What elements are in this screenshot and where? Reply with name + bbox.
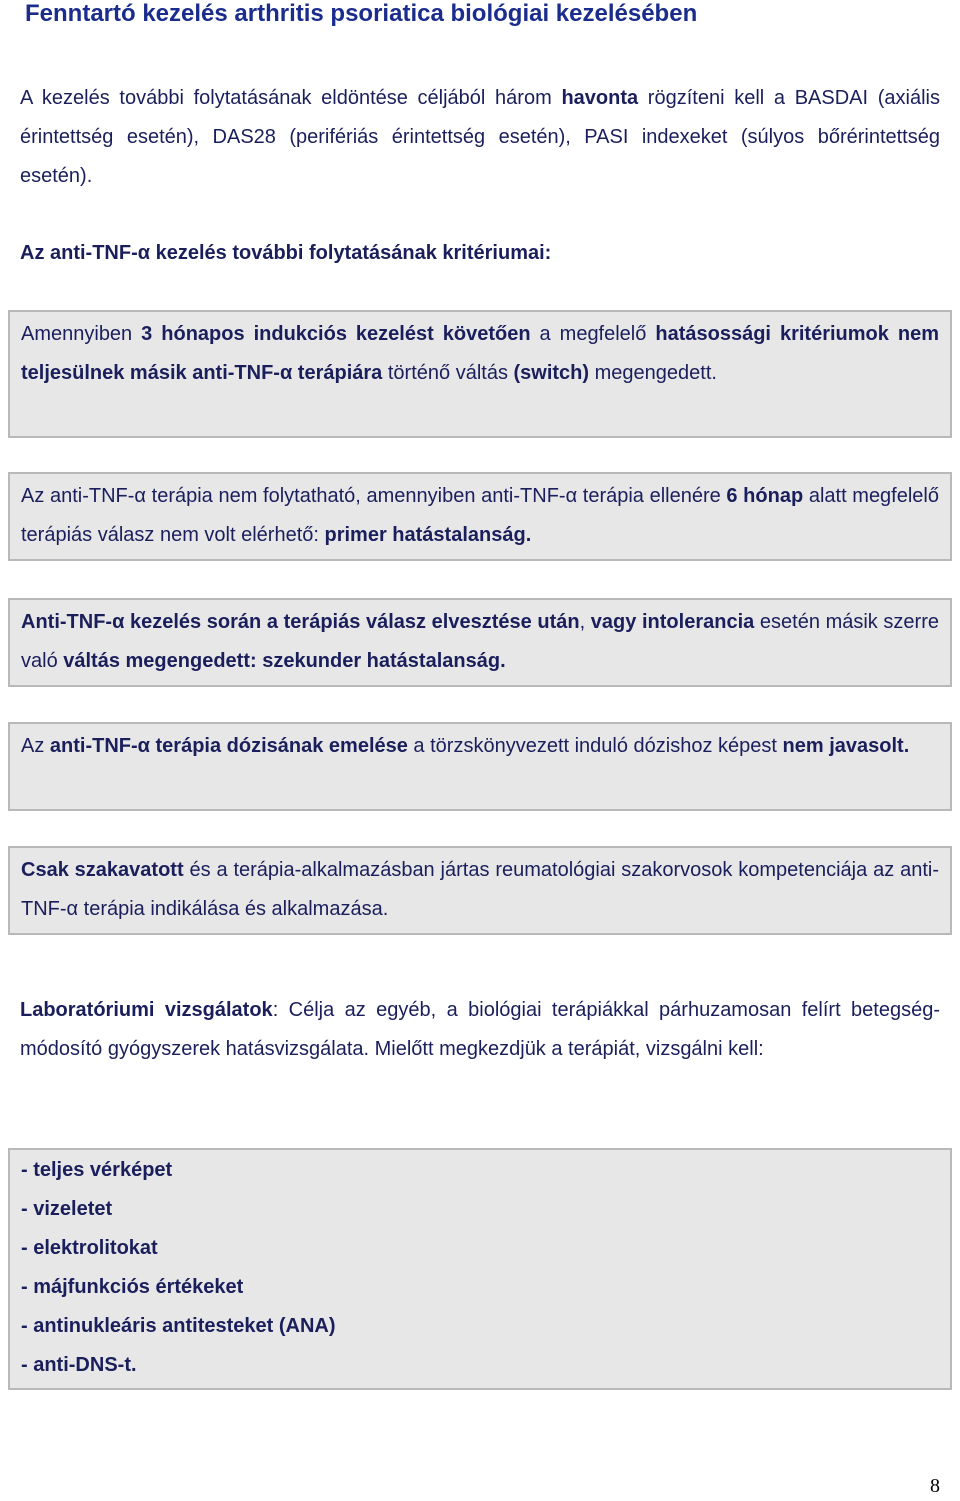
switch-criteria-box xyxy=(8,310,952,438)
lab-test-item: - teljes vérképet xyxy=(21,1159,173,1181)
lab-test-item: - vizeletet xyxy=(21,1198,113,1220)
lab-test-item: - anti-DNS-t. xyxy=(21,1354,137,1376)
secondary-failure-text: Anti-TNF-α kezelés során a terápiás válasz elvesztése után, vagy intolerancia esetén másik szerre való váltás megengedett: szekunder hatástalanság. xyxy=(21,611,939,672)
page-title: Fenntartó kezelés arthritis psoriatica biológiai kezelésében xyxy=(25,0,698,27)
dose-increase-box xyxy=(8,722,952,811)
lab-tests-list xyxy=(21,1151,939,1385)
lab-test-item: - májfunkciós értékeket xyxy=(21,1276,244,1298)
lab-test-item: - antinukleáris antitesteket (ANA) xyxy=(21,1315,336,1337)
primary-failure-text: Az anti-TNF-α terápia nem folytatható, amennyiben anti-TNF-α terápia ellenére 6 hónap alatt megfelelő terápiás válasz nem volt elérhető: primer hatástalanság. xyxy=(21,485,939,546)
page-number: 8 xyxy=(930,1475,940,1497)
competence-box xyxy=(8,846,952,935)
lab-test-item: - elektrolitokat xyxy=(21,1237,158,1259)
competence-text: Csak szakavatott és a terápia-alkalmazásban jártas reumatológiai szakorvosok kompetenciája az anti-TNF-α terápia indikálása és alkalmazása. xyxy=(21,859,939,920)
intro-paragraph: A kezelés további folytatásának eldöntése céljából három havonta rögzíteni kell a BASDAI (axiális érintettség esetén), DAS28 (perifériás érintettség esetén), PASI indexeket (súlyos bőrérintettség esetén). xyxy=(20,87,940,187)
switch-criteria-text: Amennyiben 3 hónapos indukciós kezelést követően a megfelelő hatásossági kritériumok nem teljesülnek másik anti-TNF-α terápiára történő váltás (switch) megengedett. xyxy=(21,323,939,384)
primary-failure-box xyxy=(8,472,952,561)
lab-tests-box xyxy=(8,1148,952,1390)
secondary-failure-box xyxy=(8,598,952,687)
lab-paragraph: Laboratóriumi vizsgálatok: Célja az egyéb, a biológiai terápiákkal párhuzamosan felírt betegség-módosító gyógyszerek hatásvizsgálata. Mielőtt megkezdjük a terápiát, vizsgálni kell: xyxy=(20,999,940,1060)
dose-increase-text: Az anti-TNF-α terápia dózisának emelése a törzskönyvezett induló dózishoz képest nem javasolt. xyxy=(21,735,910,757)
criteria-heading: Az anti-TNF-α kezelés további folytatásának kritériumai: xyxy=(20,242,552,264)
